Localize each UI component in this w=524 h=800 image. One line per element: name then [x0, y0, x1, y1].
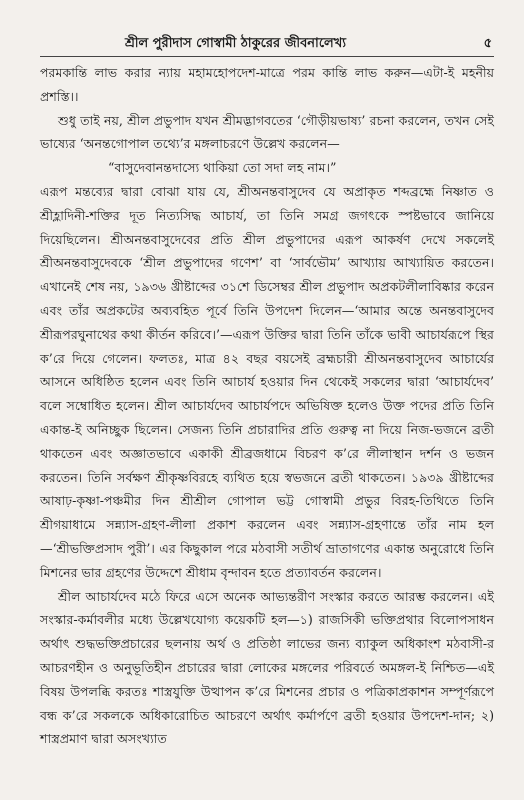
paragraph-3: এরূপ মন্তব্যের দ্বারা বোঝা যায় যে, শ্রীঅনন্তবাসুদেব যে অপ্রাকৃত শব্দব্রহ্মে নিষ্ণাত ও শ্রীহ্লাদিনী-শক্তির দূত নিত্যসিদ্ধ আচার্য, তা তিনি সমগ্র জগৎকে স্পষ্টভাবে জানিয়ে দিয়েছিলেন। শ্রীঅনন্তবাসুদেবের প্রতি শ্রীল প্রভুপাদের এরূপ আকর্ষণ দেখে সকলেই শ্রীঅনন্তবাসুদেবকে ‘শ্রীল প্রভুপাদের গণেশ’ বা ‘সার্বভৌম’ আখ্যায় আখ্যায়িত করতেন। এখানেই শেষ নয়, ১৯৩৬ খ্রীষ্টাব্দের ৩১শে ডিসেম্বর শ্রীল প্রভুপাদ অপ্রকটলীলাবিষ্কার করেন এবং তাঁর অপ্রকটের অব্যবহিত পূর্বে তিনি উপদেশ দিলেন—‘আমার অন্তে অনন্তবাসুদেব শ্রীরূপরঘুনাথের কথা কীর্তন করিবে।’—এরূপ উক্তির দ্বারা তিনি তাঁকে ভাবী আচার্যরূপে স্থির ক’রে দিয়ে গেলেন। ফলতঃ, মাত্র ৪২ বছর বয়সেই ব্রহ্মচারী শ্রীঅনন্তবাসুদেব আচার্যের আসনে অধিষ্ঠিত হলেন এবং তিনি আচার্য হওয়ার দিন থেকেই সকলের দ্বারা ‘আচার্যদেব’ বলে সম্বোধিত হলেন। শ্রীল আচার্যদেব আচার্যপদে অভিষিক্ত হলেও উক্ত পদের প্রতি তিনি একান্ত-ই অনিচ্ছুক ছিলেন। সেজন্য তিনি প্রচারাদির প্রতি গুরুত্ব না দিয়ে নিজ-ভজনে ব্রতী থাকতেন এবং অজ্ঞাতভাবে একাকী শ্রীব্রজধামে বিচরণ ক’রে লীলাস্থান দর্শন ও ভজন করতেন। তিনি সর্বক্ষণ শ্রীকৃষ্ণবিরহে ব্যথিত হয়ে স্বভজনে ব্রতী থাকতেন। ১৯৩৯ খ্রীষ্টাব্দের আষাঢ়-কৃষ্ণা-পঞ্চমীর দিন শ্রীশ্রীল গোপাল ভট্ট গোস্বামী প্রভুর বিরহ-তিথিতে তিনি শ্রীগয়াধামে সন্ন্যাস-গ্রহণ-লীলা প্রকাশ করলেন এবং সন্ন্যাস-গ্রহণান্তে তাঁর নাম হল—‘শ্রীভক্তিপ্রসাদ পুরী’। এর কিছুকাল পরে মঠবাসী সতীর্থ ভ্রাতাগণের একান্ত অনুরোধে তিনি মিশনের ভার গ্রহণের উদ্দেশে শ্রীধাম বৃন্দাবন হতে প্রত্যাবর্তন করলেন।: [40, 183, 494, 580]
verse-quote: “বাসুদেবানন্তদাস্যে থাকিয়া তো সদা লহ নাম।”: [108, 160, 337, 176]
page-header: [40, 28, 494, 54]
body-text: [40, 61, 494, 751]
page-number: ৫: [483, 36, 492, 51]
paragraph-1: পরমকান্তি লাভ করার ন্যায় মহামহোপদেশ-মাত্রে পরম কান্তি লাভ করুন—এটা-ই মহনীয় প্রশস্তি।।: [40, 65, 494, 104]
paragraph-4: শ্রীল আচার্যদেব মঠে ফিরে এসে অনেক আভ্যন্তরীণ সংস্কার করতে আরম্ভ করলেন। এই সংস্কার-কর্মাবলীর মধ্যে উল্লেখযোগ্য কয়েকটি হল—১) রাজসিকী ভক্তিপ্রথার বিলোপসাধন অর্থাৎ শুদ্ধভক্তিপ্রচারের ছলনায় অর্থ ও প্রতিষ্ঠা লাভের জন্য ব্যাকুল অধিকাংশ মঠবাসী-র আচরণহীন ও অনুভূতিহীন প্রচারের দ্বারা লোকের মঙ্গলের পরিবর্তে অমঙ্গল-ই নিশ্চিত—এই বিষয় উপলব্ধি করতঃ শাস্ত্রযুক্তি উত্থাপন ক’রে মিশনের প্রচার ও পত্রিকাপ্রকাশন সম্পূর্ণরূপে বন্ধ ক’রে সকলকে অধিকারোচিত আচরণে অর্থাৎ কর্মার্পণে ব্রতী হওয়ার উপদেশ-দান; ২) শাস্ত্রপ্রমাণ দ্বারা অসংখ্যাত: [40, 588, 494, 747]
paragraph-2: শুধু তাই নয়, শ্রীল প্রভুপাদ যখন শ্রীমদ্ভাগবতের ‘গৌড়ীয়ভাষ্য’ রচনা করলেন, তখন সেই ভাষ্যের ‘অনন্তগোপাল তথ্যে’র মঙ্গলাচরণে উল্লেখ করলেন—: [40, 112, 494, 152]
header-rule: [40, 56, 494, 57]
running-title: শ্রীল পুরীদাস গোস্বামী ঠাকুরের জীবনালেখ্য: [125, 36, 347, 51]
